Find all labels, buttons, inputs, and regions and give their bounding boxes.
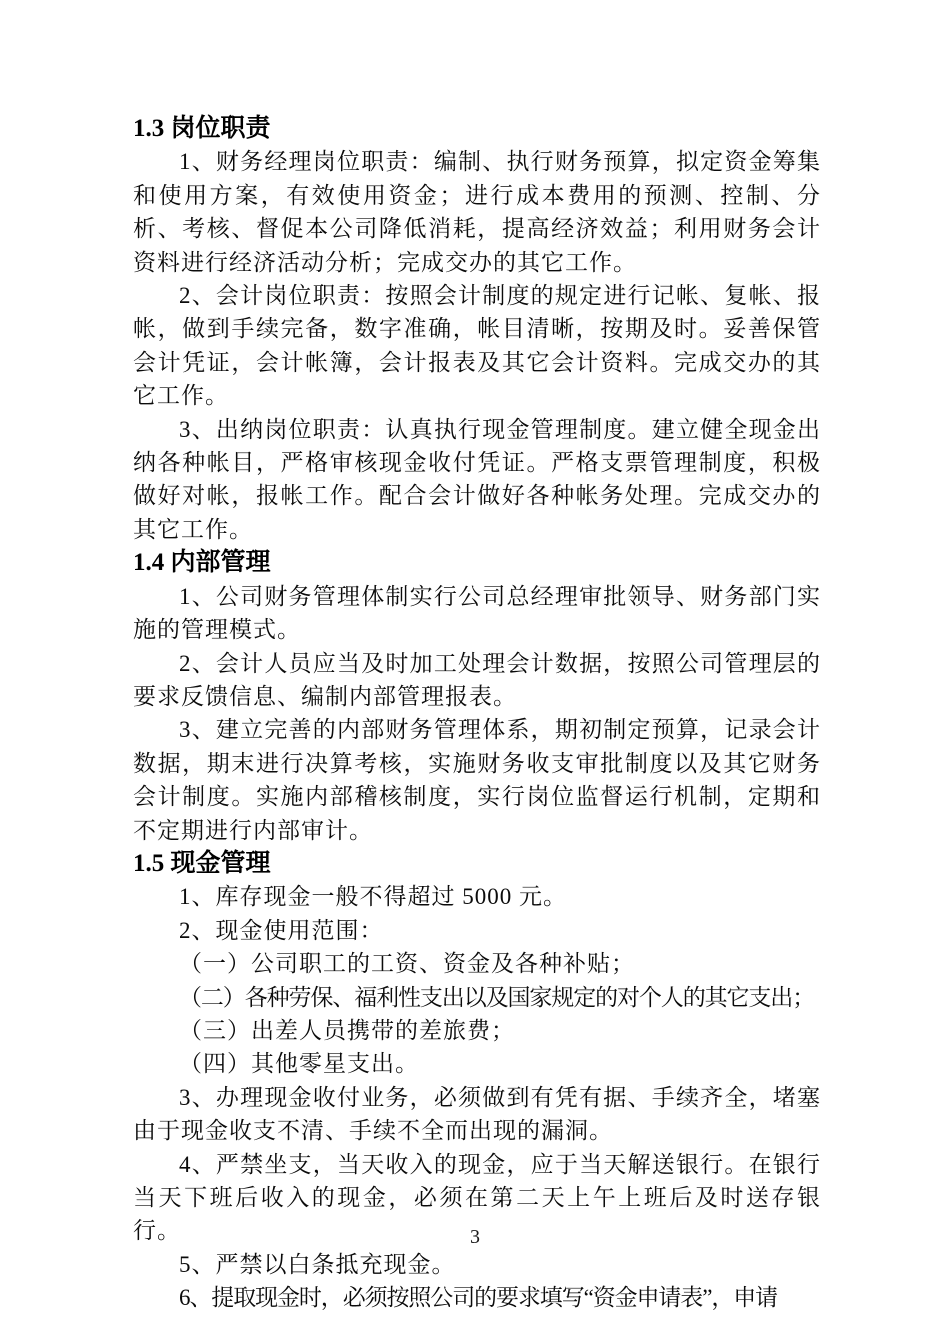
paragraph: （四）其他零星支出。 xyxy=(179,1051,419,1077)
paragraph: 1、公司财务管理体制实行公司总经理审批领导、财务部门实施的管理模式。 xyxy=(133,583,821,643)
paragraph: 1、财务经理岗位职责：编制、执行财务预算，拟定资金筹集和使用方案，有效使用资金；进行成本费用的预测、控制、分析、考核、督促本公司降低消耗，提高经济效益；利用财务会计资料进行经济活动分析；完成交办的其它工作。 xyxy=(133,149,821,275)
page-number: 3 xyxy=(470,1226,480,1248)
paragraph: 2、会计岗位职责：按照会计制度的规定进行记帐、复帐、报帐，做到手续完备，数字准确，帐目清晰，按期及时。妥善保管会计凭证，会计帐簿，会计报表及其它会计资料。完成交办的其它工作。 xyxy=(133,283,821,409)
paragraph: 3、办理现金收付业务，必须做到有凭有据、手续齐全，堵塞由于现金收支不清、手续不全而出现的漏洞。 xyxy=(133,1084,821,1144)
paragraph: 3、出纳岗位职责：认真执行现金管理制度。建立健全现金出纳各种帐目，严格审核现金收付凭证。严格支票管理制度，积极做好对帐，报帐工作。配合会计做好各种帐务处理。完成交办的其它工作。 xyxy=(133,416,821,542)
section-heading-1-4: 1.4 内部管理 xyxy=(133,549,271,577)
paragraph: 4、严禁坐支，当天收入的现金，应于当天解送银行。在银行当天下班后收入的现金，必须在第二天上午上班后及时送存银行。 xyxy=(133,1151,821,1244)
paragraph: 3、建立完善的内部财务管理体系，期初制定预算，记录会计数据，期末进行决算考核，实施财务收支审批制度以及其它财务会计制度。实施内部稽核制度，实行岗位监督运行机制，定期和不定期进行内部审计。 xyxy=(133,717,821,843)
paragraph: 2、现金使用范围： xyxy=(179,917,384,943)
paragraph: 2、会计人员应当及时加工处理会计数据，按照公司管理层的要求反馈信息、编制内部管理报表。 xyxy=(133,650,821,709)
section-heading-1-3: 1.3 岗位职责 xyxy=(133,115,271,142)
paragraph: 1、库存现金一般不得超过 5000 元。 xyxy=(179,884,567,910)
paragraph: （三）出差人员携带的差旅费； xyxy=(179,1017,515,1043)
paragraph: 6、提取现金时，必须按照公司的要求填写“资金申请表”，申请 xyxy=(179,1285,778,1311)
paragraph: （二）各种劳保、福利性支出以及国家规定的对个人的其它支出； xyxy=(179,984,815,1010)
paragraph: 5、严禁以白条抵充现金。 xyxy=(179,1251,456,1277)
paragraph: （一）公司职工的工资、资金及各种补贴； xyxy=(179,951,635,977)
section-heading-1-5: 1.5 现金管理 xyxy=(133,849,271,877)
document-body xyxy=(133,112,821,1315)
